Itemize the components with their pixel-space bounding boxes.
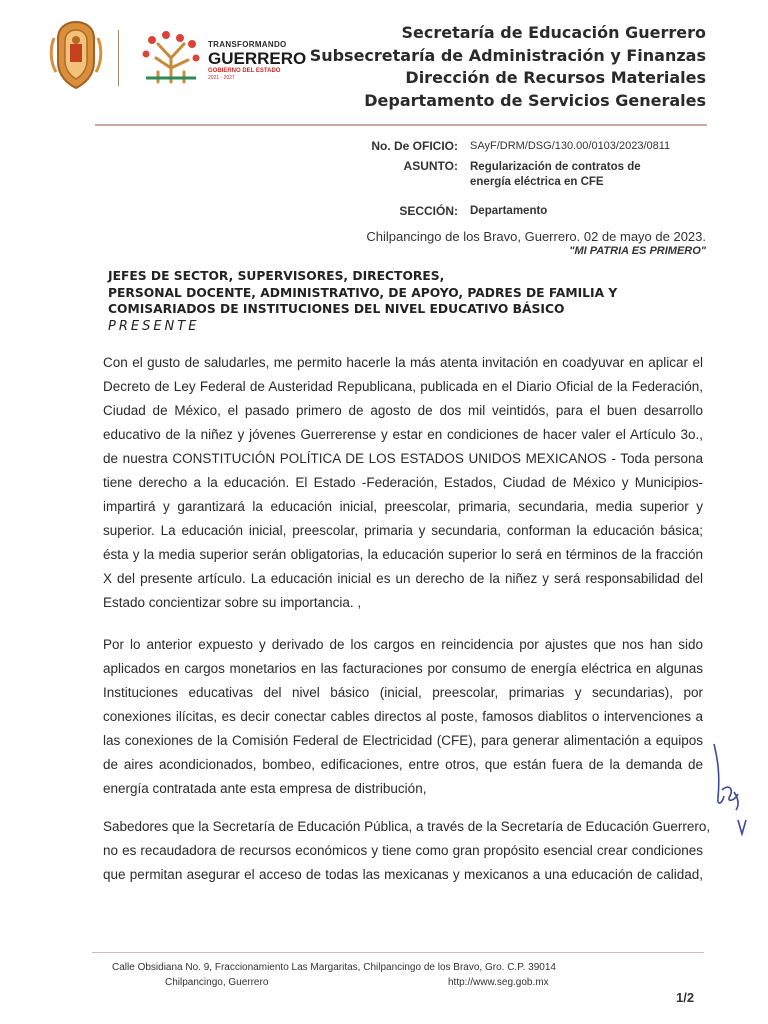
letterhead-titles [306, 22, 706, 112]
brand-name-text: GUERRERO [208, 49, 307, 68]
header-line-secretaria: Secretaría de Educación Guerrero [401, 23, 706, 42]
header-line-direccion: Dirección de Recursos Materiales [405, 68, 706, 87]
brand-small-text: TRANSFORMANDO [208, 40, 287, 49]
header-line-subsecretaria: Subsecretaría de Administración y Finanzas [309, 45, 706, 65]
body-line: no es recaudadora de recursos económicos y tiene como gran propósito esencial crear condiciones [103, 843, 703, 858]
footer-url: http://www.seg.gob.mx [448, 977, 549, 988]
brand-line2-text: 2021 - 2027 [208, 75, 235, 81]
addressee-line: COMISARIADOS DE INSTITUCIONES DEL NIVEL EDUCATIVO BÁSICO [108, 302, 565, 316]
oficio-label: No. De OFICIO: [371, 139, 458, 153]
guerrero-state-seal-icon [48, 18, 104, 92]
footer-address: Calle Obsidiana No. 9, Fraccionamiento Las Margaritas, Chilpancingo de los Bravo, Gro. C.P. 39014 [112, 962, 556, 973]
body-paragraph-1 [103, 351, 703, 615]
body-line: Estado concientizar sobre su importancia. , [103, 595, 362, 610]
place-date: Chilpancingo de los Bravo, Guerrero. 02 de mayo de 2023. [366, 229, 706, 244]
presente-text: PRESENTE [108, 318, 200, 334]
body-line: aplicados en cargos monetarios en las facturaciones por consumo de energía eléctrica en algunas [103, 661, 703, 676]
asunto-line-2: energía eléctrica en CFE [470, 176, 604, 188]
body-line: Instituciones educativas del nivel básico (inicial, preescolar, primarias y secundarias), por [103, 685, 703, 700]
header-divider [95, 124, 707, 126]
body-line: de nuestra CONSTITUCIÓN POLÍTICA DE LOS ESTADOS UNIDOS MEXICANOS - Toda persona [103, 451, 703, 466]
footer-city: Chilpancingo, Guerrero [165, 977, 269, 988]
body-line: las conexiones de la Comisión Federal de Electricidad (CFE), para generar alimentación a equipos [103, 733, 703, 748]
body-line: educativo de la niñez y jóvenes Guerrerense y estar en condiciones de hacer valer el Artículo 3o., [103, 427, 703, 442]
body-line: superior. La educación inicial, preescolar, primaria y secundaria, conforman la educación básica; [103, 523, 703, 538]
brand-line1-text: GOBIERNO DEL ESTADO [208, 68, 281, 74]
guerrero-tree-emblem-icon [136, 28, 206, 86]
seccion-label: SECCIÓN: [399, 204, 458, 218]
addressee-line: PERSONAL DOCENTE, ADMINISTRATIVO, DE APOYO, PADRES DE FAMILIA Y [108, 285, 618, 300]
body-line: tiene derecho a la educación. El Estado -Federación, Estados, Ciudad de México y Municipios- [103, 475, 703, 490]
body-line: Por lo anterior expuesto y derivado de los cargos en reincidencia por ajustes que nos han sido [103, 637, 703, 652]
page-number: 1/2 [676, 990, 695, 1005]
header-line-departamento: Departamento de Servicios Generales [364, 90, 706, 110]
body-paragraph-2 [103, 633, 703, 801]
body-line: Ciudad de México, el pasado primero de agosto de dos mil veintidós, para el buen desarrollo [103, 403, 703, 418]
addressee-line: JEFES DE SECTOR, SUPERVISORES, DIRECTORES, [108, 269, 445, 283]
logo-divider [118, 30, 119, 86]
oficio-number: SAyF/DRM/DSG/130.00/0103/2023/0811 [470, 140, 671, 152]
body-line: conexiones ilícitas, es decir conectar cables directos al poste, famosos diablitos o intervenciones a [103, 709, 703, 724]
footer-divider [92, 952, 704, 953]
body-paragraph-3 [103, 815, 711, 887]
seccion-value: Departamento [470, 205, 548, 217]
body-line: energía contratada ante esta empresa de distribución, [103, 781, 427, 796]
body-line: Con el gusto de saludarles, me permito hacerle la más atenta invitación en coadyuvar en aplicar el [103, 355, 703, 370]
body-line: impartirá y garantizará la educación inicial, preescolar, primaria, secundaria, media superior y [103, 499, 703, 514]
addressee-block [108, 268, 688, 335]
handwritten-initials [708, 740, 752, 836]
asunto-line-1: Regularización de contratos de [470, 161, 641, 173]
body-line: que permitan asegurar el acceso de todas las mexicanas y mexicanos a una educación de calidad, [103, 867, 703, 882]
body-line: X del presente artículo. La educación inicial es un derecho de la niñez y será responsabilidad del [103, 571, 703, 586]
body-line: Decreto de Ley Federal de Austeridad Republicana, publicada en el Diario Oficial de la Federación, [103, 379, 703, 394]
body-line: ésta y la media superior serán obligatorias, la educación superior lo será en términos de la fracción [103, 547, 703, 562]
asunto-label: ASUNTO: [403, 159, 458, 173]
asunto-value [470, 160, 641, 190]
motto: "MI PATRIA ES PRIMERO" [569, 245, 706, 257]
body-line: Sabedores que la Secretaría de Educación Pública, a través de la Secretaría de Educación Guerrero, [103, 819, 711, 834]
body-line: de aires acondicionados, bombeo, edificaciones, entre otros, que están fuera de la demanda de [103, 757, 703, 772]
